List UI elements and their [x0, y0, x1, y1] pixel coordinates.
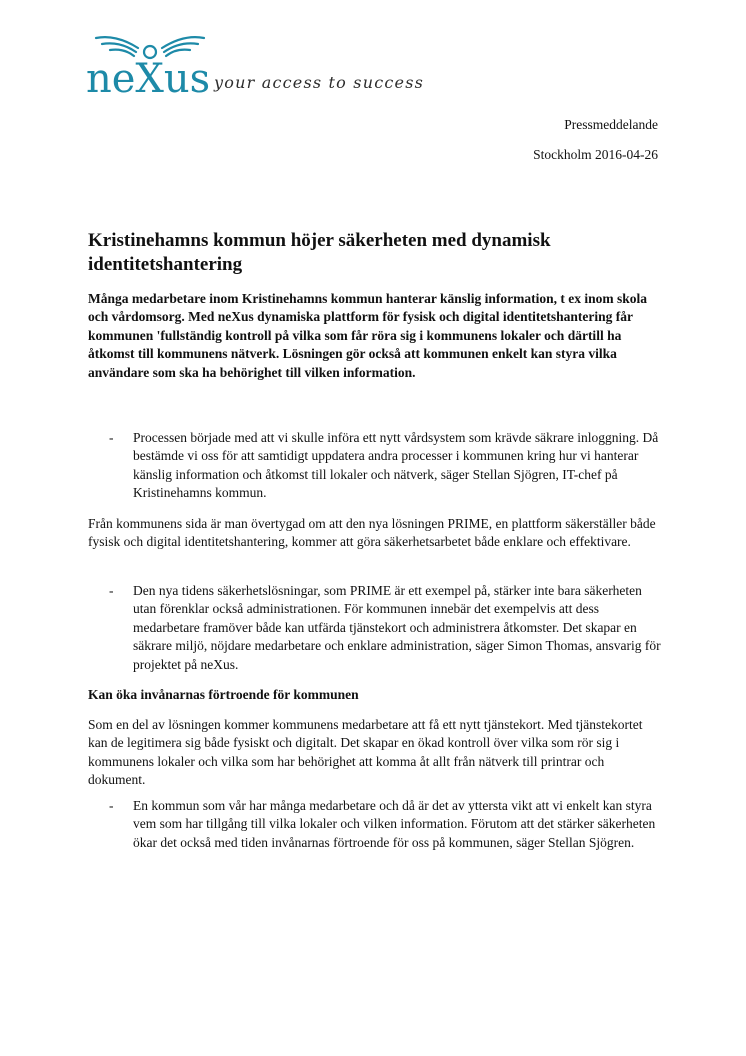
- article-headline: Kristinehamns kommun höjer säkerheten med dynamisk identitetshantering: [88, 230, 551, 275]
- quote-item: [109, 797, 663, 852]
- logo-wordmark: neXus: [86, 56, 211, 102]
- bullet-dash: -: [109, 583, 114, 598]
- bullet-dash: -: [109, 798, 114, 813]
- document-type: Pressmeddelande: [564, 117, 658, 132]
- quote-text: Den nya tidens säkerhetslösningar, som PRIME är ett exempel på, stärker inte bara säkerheten utan förenklar också administrationen. För kommunen innebär det exempelvis att dess medarbetare framöver både kan utfärda tjänstekort och administrera åtkomster. Det skapar en säkrare miljö, nöjdare medarbetare och enklare administration, säger Simon Thomas, ansvarig för projektet på neXus.: [133, 583, 661, 672]
- bullet-dash: -: [109, 430, 114, 445]
- nexus-logo: [86, 30, 426, 102]
- document-date: Stockholm 2016-04-26: [533, 147, 658, 162]
- article-lead: Många medarbetare inom Kristinehamns kommun hanterar känslig information, t ex inom skola och vårdomsorg. Med neXus dynamiska plattform för fysisk och digital identitetshantering får kommunen 'fullständig kontroll på vilka som får röra sig i kommunens lokaler och därtill ha åtkomst till kommunens nätverk. Lösningen gör också att kommunen enkelt kan styra vilka användare som ska ha behörighet till vilken information.: [88, 291, 648, 380]
- quote-text: Processen började med att vi skulle införa ett nytt vårdsystem som krävde säkrare inloggning. Då bestämde vi oss för att samtidigt uppdatera andra processer i kommunen kring hur vi hanterar känslig information och åtkomst till lokaler och nätverk, säger Stellan Sjögren, IT-chef på Kristinehamns kommun.: [133, 430, 659, 501]
- section-subheading: Kan öka invånarnas förtroende för kommunen: [88, 687, 359, 702]
- logo-tagline: your access to success: [214, 73, 425, 92]
- body-paragraph: Från kommunens sida är man övertygad om att den nya lösningen PRIME, en plattform säkerställer både fysisk och digital identitetshantering, kommer att göra säkerhetsarbetet både enklare och effektivare.: [88, 516, 656, 550]
- quote-text: En kommun som vår har många medarbetare och då är det av yttersta vikt att vi enkelt kan styra vem som har tillgång till vilka lokaler och vilken information. Förutom att det stärker säkerheten ökar det också med tiden invånarnas förtroende för oss på kommunen, säger Stellan Sjögren.: [133, 798, 656, 850]
- nexus-wings-icon: [86, 30, 216, 102]
- quote-item: [109, 582, 663, 674]
- body-paragraph: Som en del av lösningen kommer kommunens medarbetare att få ett nytt tjänstekort. Med tjänstekortet kan de legitimera sig både fysiskt och digitalt. Det skapar en ökad kontroll över vilka som rör sig i kommunens lokaler och vilka som har behörighet att komma åt allt från nätverk till printrar och dokument.: [88, 717, 643, 788]
- quote-item: [109, 429, 663, 503]
